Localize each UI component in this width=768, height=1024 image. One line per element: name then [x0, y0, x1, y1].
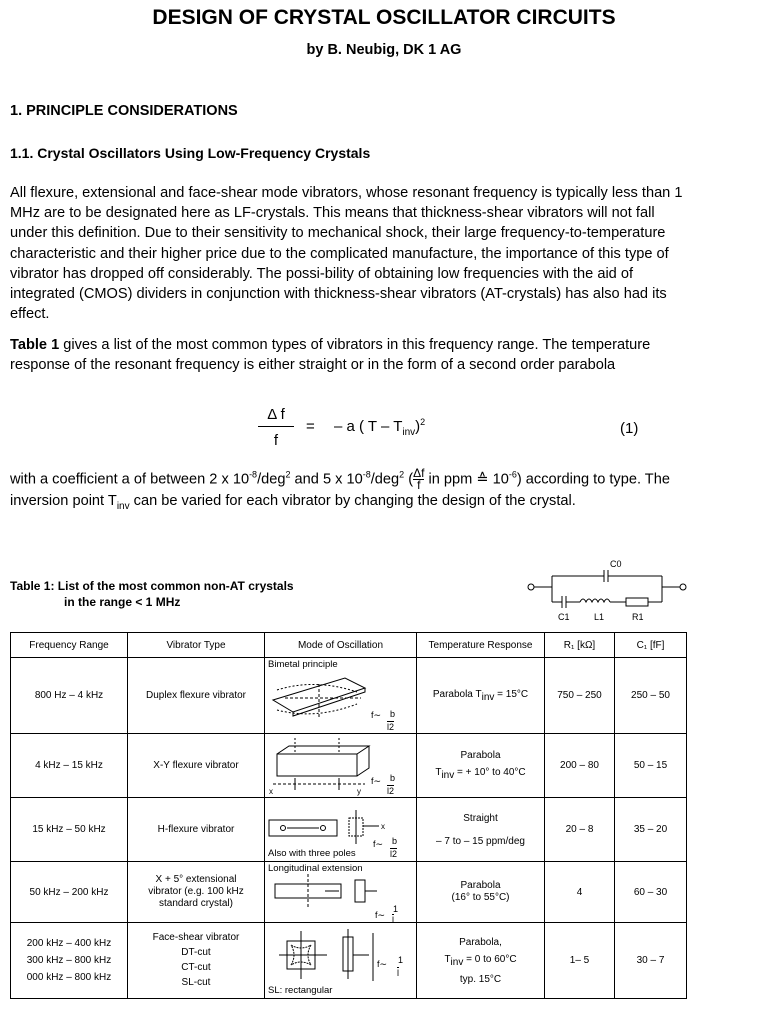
equation-equals: = [306, 418, 315, 435]
text-run: and 5 x 10 [290, 471, 363, 488]
freq-cell: 50 kHz – 200 kHz [11, 862, 128, 923]
subscript: inv [116, 500, 130, 512]
temp-sub: inv [481, 691, 495, 703]
r1-cell: 200 – 80 [545, 734, 615, 798]
svg-text:x: x [269, 787, 273, 796]
svg-text:f∼: f∼ [373, 839, 384, 849]
type-text: SL-cut [181, 977, 211, 988]
temp-text: = + 10° to 40°C [454, 767, 526, 778]
exponent: 2 [285, 469, 291, 480]
freq-text: 300 kHz – 800 kHz [26, 955, 112, 966]
label-r1: R1 [632, 612, 644, 622]
type-cell [128, 923, 265, 999]
label-c1: C1 [558, 612, 570, 622]
svg-text:f∼: f∼ [371, 710, 382, 720]
text-run: can be varied for each vibrator by changing the design of the crystal. [129, 493, 576, 509]
table-row [11, 734, 687, 798]
formula-den: l2 [387, 722, 395, 732]
temp-cell [417, 658, 545, 734]
c1-cell: 35 – 20 [615, 798, 687, 862]
type-text: CT-cut [181, 962, 211, 973]
c1-cell: 50 – 15 [615, 734, 687, 798]
formula-num: b [390, 709, 396, 719]
table-row [11, 658, 687, 734]
c1-cell: 30 – 7 [615, 923, 687, 999]
mode-label: Bimetal principle [268, 659, 338, 670]
text-run: /deg [257, 471, 286, 488]
table-row [11, 862, 687, 923]
paragraph-intro: All flexure, extensional and face-shear mode vibrators, whose resonant frequency is typically less than 1 MHz are to be designated here as LF-crystals. This means that thickness-shear vibrators will not fall under this definition. Due to their sensitivity to mechanical shock, their large frequency-to-temperature characteristic and their higher price due to the complicated manufacture, the importance of this type of vibrator has dropped off considerably. The possi-bility of obtaining low frequencies with the aid of integrated (CMOS) dividers in conjunction with thickness-shear vibrators (AT-crystals) has also had its effect. [10, 185, 683, 323]
text-run: /deg [370, 471, 400, 488]
temp-text: Parabola T [432, 688, 482, 700]
equation-number: (1) [620, 420, 639, 437]
formula-den: l2 [390, 849, 398, 859]
freq-cell: 15 kHz – 50 kHz [11, 798, 128, 862]
temp-text: Parabola [460, 880, 501, 891]
c1-cell: 250 – 50 [615, 658, 687, 734]
svg-text:f∼: f∼ [371, 776, 382, 786]
fraction-bar [258, 426, 294, 427]
inline-fraction [413, 468, 424, 491]
author-line: by B. Neubig, DK 1 AG [306, 42, 462, 58]
text-run: with a coefficient a of between 2 x 10 [10, 471, 250, 488]
equation-subscript: inv [402, 427, 416, 438]
temp-cell [417, 798, 545, 862]
mode-label: Also with three poles [268, 848, 356, 859]
mode-cell [265, 862, 417, 923]
table-row [11, 798, 687, 862]
r1-cell: 4 [545, 862, 615, 923]
page-title: DESIGN OF CRYSTAL OSCILLATOR CIRCUITS [152, 6, 616, 29]
exponent: -8 [249, 469, 258, 480]
svg-text:x: x [381, 822, 385, 831]
inline-denominator: f [417, 478, 421, 492]
mode-label: SL: rectangular [268, 985, 333, 996]
crystal-table [10, 632, 687, 999]
formula-den: l2 [387, 786, 395, 796]
label-l1: L1 [594, 612, 605, 622]
paragraph-coefficient [10, 468, 690, 517]
mode-cell [265, 923, 417, 999]
freq-text: 200 kHz – 400 kHz [26, 938, 112, 949]
mode-cell [265, 658, 417, 734]
temp-text: = 15°C [494, 688, 529, 700]
table-ref: Table 1 [10, 337, 60, 353]
temp-text: T [435, 767, 442, 778]
exponent: 2 [399, 469, 405, 480]
temp-text: (16° to 55°C) [451, 892, 510, 903]
table-caption [10, 578, 294, 610]
formula-den: l [397, 968, 399, 978]
freq-cell [11, 923, 128, 999]
formula-num: b [390, 773, 396, 783]
temp-cell [417, 923, 545, 999]
formula-num: 1 [393, 904, 399, 914]
paragraph-table-ref [10, 335, 690, 375]
svg-text:y: y [357, 787, 361, 796]
text-run: ) according to type. The inversion point T [10, 471, 670, 509]
temp-sub: inv [450, 956, 464, 968]
temp-text: Parabola, [459, 936, 502, 948]
type-text: DT-cut [181, 947, 211, 958]
type-text: X + 5° extensional [155, 874, 237, 885]
type-cell [128, 862, 265, 923]
temp-text: T [444, 953, 451, 965]
equation-superscript: 2 [420, 417, 426, 427]
mode-cell [265, 734, 417, 798]
formula-den: l [392, 915, 394, 925]
type-text: Face-shear vibrator [152, 932, 240, 943]
type-cell: Duplex flexure vibrator [128, 658, 265, 734]
svg-text:f∼: f∼ [375, 910, 386, 920]
mode-cell [265, 798, 417, 862]
c1-cell: 60 – 30 [615, 862, 687, 923]
column-header: R₁ [kΩ] [545, 633, 615, 658]
type-text: standard crystal) [159, 898, 233, 909]
formula-num: b [392, 836, 398, 846]
mode-label: Longitudinal extension [268, 863, 363, 874]
freq-cell: 4 kHz – 15 kHz [11, 734, 128, 798]
section-heading: 1. PRINCIPLE CONSIDERATIONS [10, 103, 238, 119]
text-run: ( [404, 471, 414, 488]
column-header: Mode of Oscillation [265, 633, 417, 658]
table-caption-line1: Table 1: List of the most common non-AT crystals [10, 579, 294, 593]
equivalent-circuit-diagram [522, 558, 692, 624]
formula-num: 1 [398, 955, 404, 965]
label-c0: C0 [610, 559, 622, 569]
type-cell: X-Y flexure vibrator [128, 734, 265, 798]
r1-cell: 750 – 250 [545, 658, 615, 734]
type-text: vibrator (e.g. 100 kHz [148, 886, 244, 897]
exponent: -6 [508, 469, 517, 480]
temp-text: – 7 to – 15 ppm/deg [436, 835, 525, 847]
temp-text: Straight [463, 812, 498, 824]
column-header: Frequency Range [11, 633, 128, 658]
equation-rhs-text: – a ( T – T [334, 418, 403, 435]
temp-text: = 0 to 60°C [463, 953, 517, 965]
equation-rhs [334, 418, 425, 438]
r1-cell: 20 – 8 [545, 798, 615, 862]
paragraph-text: gives a list of the most common types of vibrators in this frequency range. The temperature response of the resonant frequency is either straight or in the form of a second order parabola [10, 337, 651, 374]
table-caption-line2: in the range < 1 MHz [64, 595, 181, 609]
subsection-heading: 1.1. Crystal Oscillators Using Low-Frequency Crystals [10, 145, 371, 161]
exponent: -8 [362, 469, 371, 480]
svg-text:f∼: f∼ [377, 959, 388, 969]
type-cell: H-flexure vibrator [128, 798, 265, 862]
r1-cell: 1– 5 [545, 923, 615, 999]
equation-numerator: Δ f [267, 406, 285, 423]
temp-cell [417, 734, 545, 798]
temp-text: Parabola [460, 750, 501, 761]
text-run: in ppm ≙ 10 [424, 471, 509, 488]
freq-text: 000 kHz – 800 kHz [26, 972, 112, 983]
temp-sub: inv [441, 770, 455, 781]
column-header: Vibrator Type [128, 633, 265, 658]
temp-text: typ. 15°C [459, 973, 502, 985]
freq-cell: 800 Hz – 4 kHz [11, 658, 128, 734]
equation-denominator: f [273, 432, 279, 449]
column-header: C₁ [fF] [615, 633, 687, 658]
inline-numerator: Δf [413, 466, 425, 480]
table-row [11, 923, 687, 999]
column-header: Temperature Response [417, 633, 545, 658]
temp-cell [417, 862, 545, 923]
equation-close: ) [415, 418, 421, 435]
